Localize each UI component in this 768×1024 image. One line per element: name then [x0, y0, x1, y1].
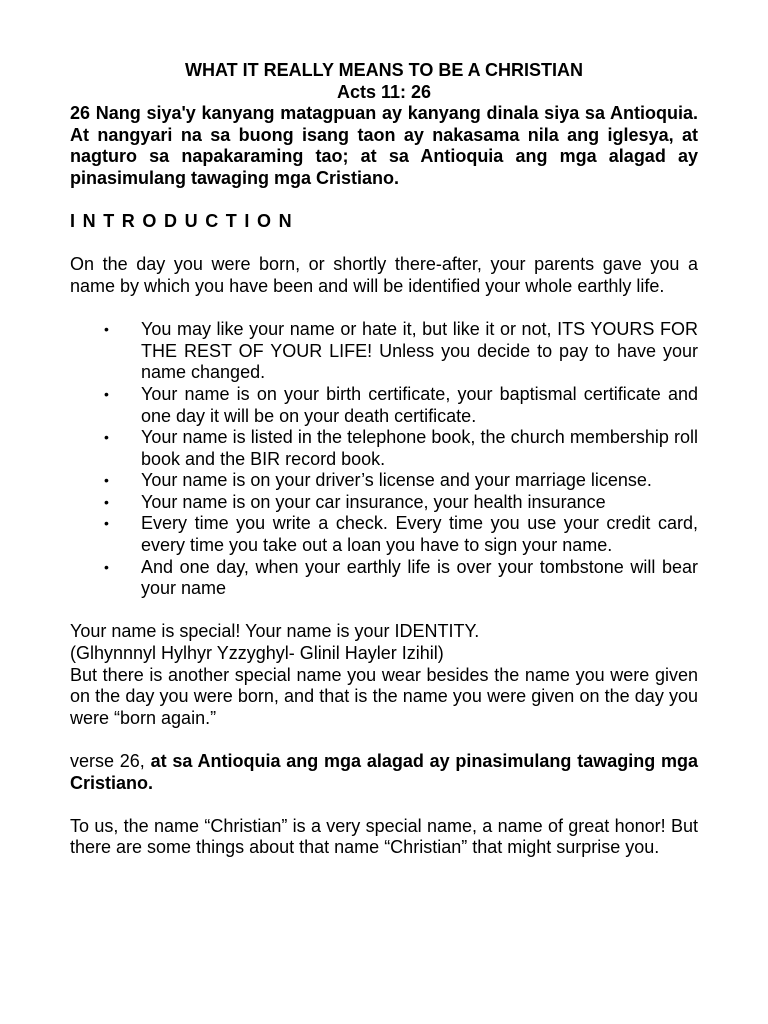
- scripture-reference: Acts 11: 26: [336, 81, 432, 102]
- scripture-verse: 26 Nang siya'y kanyang matagpuan ay kanyang dinala siya sa Antioquia. At nangyari na sa buong isang taon ay nakasama nila ang iglesya, at nagturo sa napakaraming tao; at sa Antioquia ang mga alagad ay pinasimulang tawaging mga Cristiano.: [70, 103, 698, 188]
- name-bullet-list: [70, 319, 698, 600]
- spacer: [70, 298, 698, 320]
- closing-paragraph: To us, the name “Christian” is a very special name, a name of great honor! But there are some things about that name “Christian” that might surprise you.: [70, 815, 698, 858]
- bullet-icon: •: [104, 515, 109, 532]
- intro-paragraph: On the day you were born, or shortly there-after, your parents gave you a name by which you have been and will be identified your whole earthly life.: [70, 254, 698, 296]
- bullet-icon: •: [104, 385, 109, 402]
- document-title: WHAT IT REALLY MEANS TO BE A CHRISTIAN: [184, 60, 583, 80]
- list-item: [70, 492, 698, 514]
- list-item-text: Your name is on your driver’s license and your marriage license.: [141, 470, 652, 491]
- bullet-icon: •: [104, 558, 109, 575]
- list-item: [70, 427, 698, 470]
- verse-reference-prefix: verse 26,: [70, 751, 151, 771]
- spacer: [70, 794, 698, 816]
- spacer: [70, 600, 698, 622]
- bullet-icon: •: [104, 321, 109, 338]
- verse-reference-quote: at sa Antioquia ang mga alagad ay pinasimulang tawaging mga Cristiano.: [70, 751, 698, 793]
- bullet-icon: •: [104, 429, 109, 446]
- list-item-text: And one day, when your earthly life is over your tombstone will bear your name: [141, 556, 698, 599]
- list-item-text: Your name is on your birth certificate, your baptismal certificate and one day it will be on your death certificate.: [141, 383, 698, 426]
- list-item: [70, 384, 698, 427]
- spacer: [70, 233, 698, 255]
- list-item-text: Your name is listed in the telephone book, the church membership roll book and the BIR record book.: [141, 427, 698, 469]
- list-item: [70, 470, 698, 492]
- identity-line: Your name is special! Your name is your IDENTITY.: [70, 621, 480, 642]
- list-item: [70, 319, 698, 384]
- born-again-paragraph: But there is another special name you wear besides the name you were given on the day you were born, and that is the name you were given on the day you were “born again.”: [70, 664, 698, 728]
- bullet-icon: •: [104, 493, 109, 510]
- spacer: [70, 729, 698, 751]
- spacer: [70, 190, 698, 212]
- list-item-text: Your name is on your car insurance, your health insurance: [141, 491, 606, 512]
- list-item: [70, 557, 698, 600]
- list-item: [70, 513, 698, 556]
- introduction-heading: INTRODUCTION: [70, 211, 300, 232]
- bullet-icon: •: [104, 472, 109, 489]
- garbled-line: (Glhynnnyl Hylhyr Yzzyghyl- Glinil Hayler Izihil): [70, 643, 444, 664]
- list-item-text: You may like your name or hate it, but like it or not, ITS YOURS FOR THE REST OF YOUR LIFE! Unless you decide to pay to have your name changed.: [141, 319, 698, 383]
- verse-reference-paragraph: [70, 751, 698, 794]
- list-item-text: Every time you write a check. Every time you use your credit card, every time you take out a loan you have to sign your name.: [141, 513, 698, 556]
